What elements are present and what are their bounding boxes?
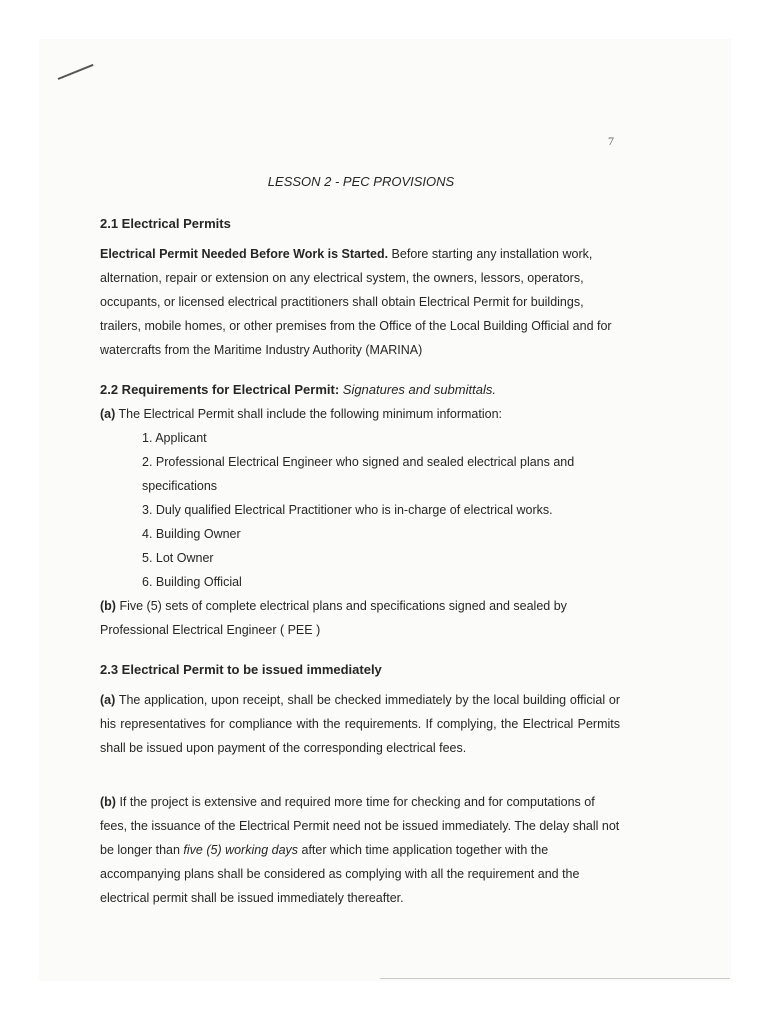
section-2-2-a [100,402,620,426]
list-item: 3. Duly qualified Electrical Practitioner who is in-charge of electrical works. [142,503,553,517]
section-2-2-b-text: Five (5) sets of complete electrical plans and specifications signed and sealed by Professional Electrical Engineer ( PEE ) [100,599,567,637]
section-2-2-heading [100,378,620,402]
list-item: 5. Lot Owner [142,551,214,565]
list-item: 1. Applicant [142,431,207,445]
section-2-1-paragraph [100,242,620,362]
lesson-title: LESSON 2 - PEC PROVISIONS [267,174,455,189]
page-number: 7 [608,134,614,148]
requirements-list [100,426,620,594]
list-item: 6. Building Official [142,575,242,589]
section-2-3-a [100,688,620,760]
document-body [100,170,620,926]
section-2-1-heading: 2.1 Electrical Permits [100,216,231,231]
section-2-3-b-text-1: If the project is extensive and required more time for checking and for computations of fees, the issuance of the Electrical Permit need not be issued immediately. The delay shall not be longer than [100,795,620,857]
section-2-3-heading: 2.3 Electrical Permit to be issued immediately [100,662,382,677]
section-2-2-b-label: (b) [100,599,116,613]
list-item: 2. Professional Electrical Engineer who signed and sealed electrical plans and specifications [142,455,575,493]
section-2-2-heading-text: 2.2 Requirements for Electrical Permit: [100,382,340,397]
section-2-3-b-text-2: after which time application together with the accompanying plans shall be considered as complying with all the requirement and the electrical permit shall be issued immediately thereafter. [100,843,580,905]
list-item: 4. Building Owner [142,527,241,541]
section-2-2-a-text: The Electrical Permit shall include the following minimum information: [115,407,503,421]
section-2-3-b-italic: five (5) working days [183,843,299,857]
section-2-3-b-label: (b) [100,795,116,809]
section-2-2-b [100,594,620,642]
section-2-1-body: Before starting any installation work, alternation, repair or extension on any electrical system, the owners, lessors, operators, occupants, or licensed electrical practitioners shall obtain Electrical Permit for buildings, trailers, mobile homes, or other premises from the Office of the Local Building Official and for watercrafts from the Maritime Industry Authority (MARINA) [100,247,612,357]
section-2-3-a-label: (a) [100,693,116,707]
section-2-2-heading-italic: Signatures and submittals. [339,382,496,397]
section-2-1-lead: Electrical Permit Needed Before Work is Started. [100,247,389,261]
section-2-2-a-label: (a) [100,407,116,421]
page-edge-shadow [380,978,730,979]
section-2-3-b [100,790,620,910]
section-2-3-a-text: The application, upon receipt, shall be checked immediately by the local building official or his representatives for compliance with the requirements. If complying, the Electrical Permits shall be issued upon payment of the corresponding electrical fees. [100,693,620,755]
